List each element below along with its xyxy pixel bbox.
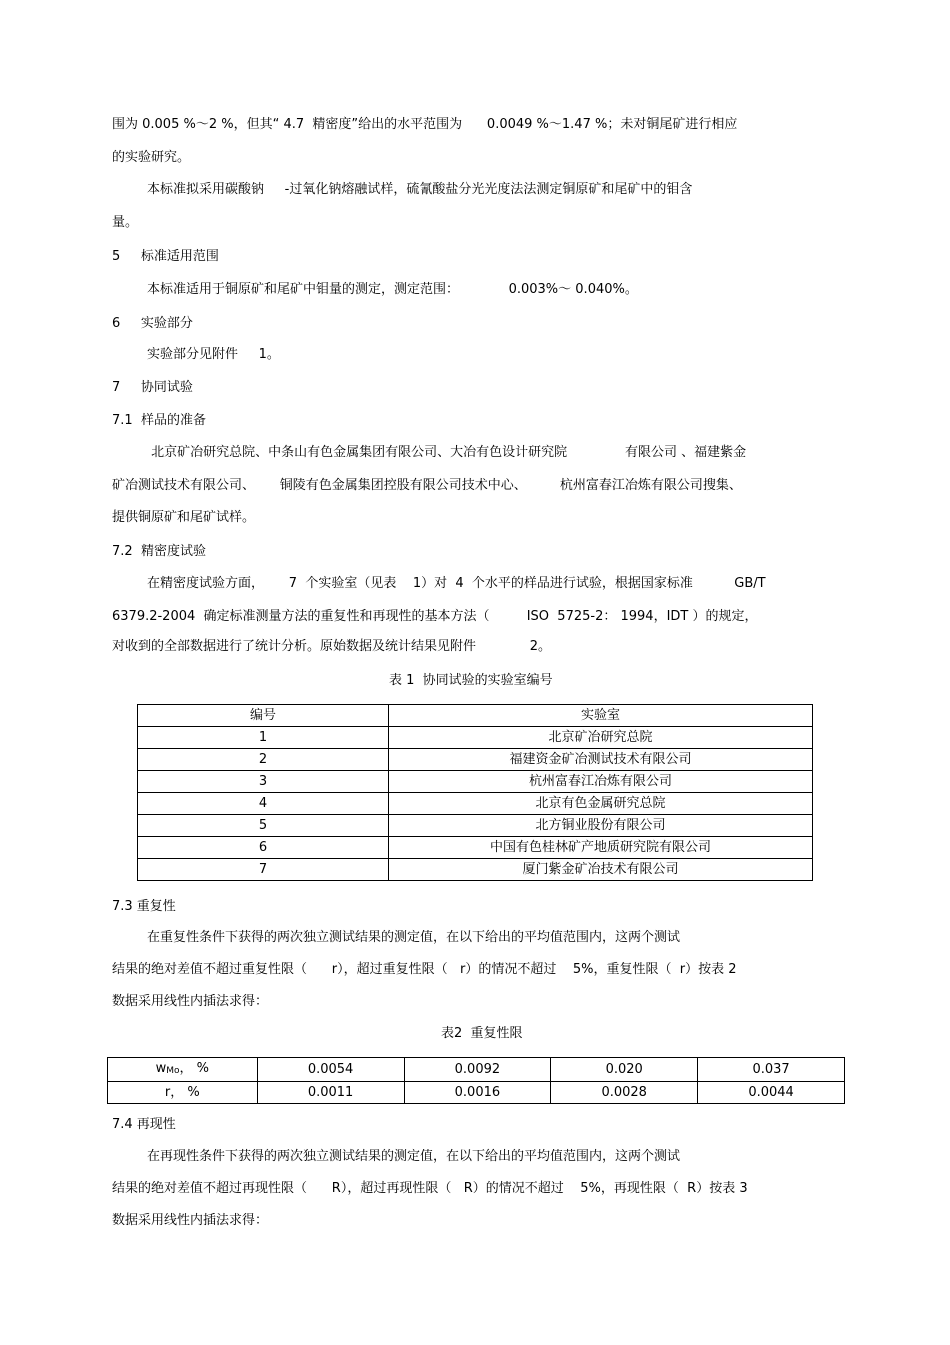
paragraph-line: 实验部分见附件 1。 xyxy=(147,347,280,362)
table-cell: 0.037 xyxy=(698,1058,845,1082)
paragraph-line: 在重复性条件下获得的两次独立测试结果的测定值，在以下给出的平均值范围内，这两个测试 xyxy=(147,930,681,945)
table-cell: 厦门紫金矿冶技术有限公司 xyxy=(389,859,813,881)
paragraph-line: 结果的绝对差值不超过重复性限（ r），超过重复性限（ r）的情况不超过 5%，重复性限（ r）按表 2 xyxy=(112,962,737,977)
paragraph-line: 在精密度试验方面， 7 个实验室（见表 1）对 4 个水平的样品进行试验，根据国家标准 GB/T xyxy=(147,576,766,591)
paragraph-line: 量。 xyxy=(112,215,139,230)
mo-subscript: Mo xyxy=(166,1066,180,1076)
table-header-cell: 编号 xyxy=(138,705,389,727)
table-row xyxy=(138,837,813,859)
paragraph-line: 数据采用线性内插法求得： xyxy=(112,1213,269,1228)
table-label-cell xyxy=(108,1058,258,1082)
table-cell: 4 xyxy=(138,793,389,815)
paragraph-line: 的实验研究。 xyxy=(112,150,191,165)
table-cell: 7 xyxy=(138,859,389,881)
table-cell: 3 xyxy=(138,771,389,793)
paragraph-line: 6379.2-2004 确定标准测量方法的重复性和再现性的基本方法（ ISO 5725-2： 1994，IDT ）的规定， xyxy=(112,609,758,624)
table-cell: 中国有色桂林矿产地质研究院有限公司 xyxy=(389,837,813,859)
paragraph-line: 本标准适用于铜原矿和尾矿中钼量的测定，测定范围： 0.003%～ 0.040%。 xyxy=(147,282,638,297)
paragraph-line: 在再现性条件下获得的两次独立测试结果的测定值，在以下给出的平均值范围内，这两个测试 xyxy=(147,1149,681,1164)
section-heading-7: 7 协同试验 xyxy=(112,380,193,395)
table1-caption: 表 1 协同试验的实验室编号 xyxy=(389,673,553,688)
paragraph-line: 围为 0.005 %～2 %，但其“ 4.7 精密度”给出的水平范围为 0.0049 %～1.47 %；未对铜尾矿进行相应 xyxy=(112,117,738,132)
section-heading-7-2: 7.2 精密度试验 xyxy=(112,544,206,559)
paragraph-line: 矿冶测试技术有限公司、 铜陵有色金属集团控股有限公司技术中心、 杭州富春江冶炼有限公司搜集、 xyxy=(112,478,742,493)
table-row xyxy=(138,859,813,881)
table-cell: 2 xyxy=(138,749,389,771)
paragraph-line: 本标准拟采用碳酸钠 -过氧化钠熔融试样，硫氰酸盐分光光度法法测定铜原矿和尾矿中的钼含 xyxy=(147,182,693,197)
table-row xyxy=(138,771,813,793)
table-cell: 0.0092 xyxy=(404,1058,551,1082)
paragraph-line: 北京矿冶研究总院、中条山有色金属集团有限公司、大冶有色设计研究院 有限公司 、福建紫金 xyxy=(147,445,747,460)
table-cell: 0.0016 xyxy=(404,1082,551,1104)
repeatability-table xyxy=(107,1057,845,1104)
table-header-cell: 实验室 xyxy=(389,705,813,727)
section-heading-7-1: 7.1 样品的准备 xyxy=(112,413,206,428)
paragraph-line: 对收到的全部数据进行了统计分析。原始数据及统计结果见附件 2。 xyxy=(112,639,551,654)
table2-caption: 表2 重复性限 xyxy=(441,1026,523,1041)
section-heading-6: 6 实验部分 xyxy=(112,316,193,331)
table-row xyxy=(138,749,813,771)
table-header-row xyxy=(138,705,813,727)
unit-text: ， % xyxy=(179,1061,210,1076)
lab-table xyxy=(137,704,813,881)
paragraph-line: 提供铜原矿和尾矿试样。 xyxy=(112,510,256,525)
table-cell: 0.020 xyxy=(551,1058,698,1082)
table-row xyxy=(138,815,813,837)
table-cell: 福建资金矿冶测试技术有限公司 xyxy=(389,749,813,771)
table-row xyxy=(138,793,813,815)
table-cell: 0.0044 xyxy=(698,1082,845,1104)
table-cell: 6 xyxy=(138,837,389,859)
w-symbol: w xyxy=(155,1061,167,1076)
section-heading-5: 5 标准适用范围 xyxy=(112,249,219,264)
table-row xyxy=(108,1082,845,1104)
table-cell: 0.0054 xyxy=(257,1058,404,1082)
paragraph-line: 结果的绝对差值不超过再现性限（ R），超过再现性限（ R）的情况不超过 5%，再现性限（ R）按表 3 xyxy=(112,1181,748,1196)
section-heading-7-4: 7.4 再现性 xyxy=(112,1117,176,1132)
paragraph-line: 数据采用线性内插法求得： xyxy=(112,994,269,1009)
table-cell: 1 xyxy=(138,727,389,749)
table-row xyxy=(108,1058,845,1082)
table-cell: 北方铜业股份有限公司 xyxy=(389,815,813,837)
table-cell: 0.0028 xyxy=(551,1082,698,1104)
table-cell: 杭州富春江冶炼有限公司 xyxy=(389,771,813,793)
table-row xyxy=(138,727,813,749)
table-cell: 北京矿冶研究总院 xyxy=(389,727,813,749)
table-cell: 5 xyxy=(138,815,389,837)
table-cell: 北京有色金属研究总院 xyxy=(389,793,813,815)
table-cell: 0.0011 xyxy=(257,1082,404,1104)
section-heading-7-3: 7.3 重复性 xyxy=(112,899,176,914)
table-label-cell: r， % xyxy=(108,1082,258,1104)
